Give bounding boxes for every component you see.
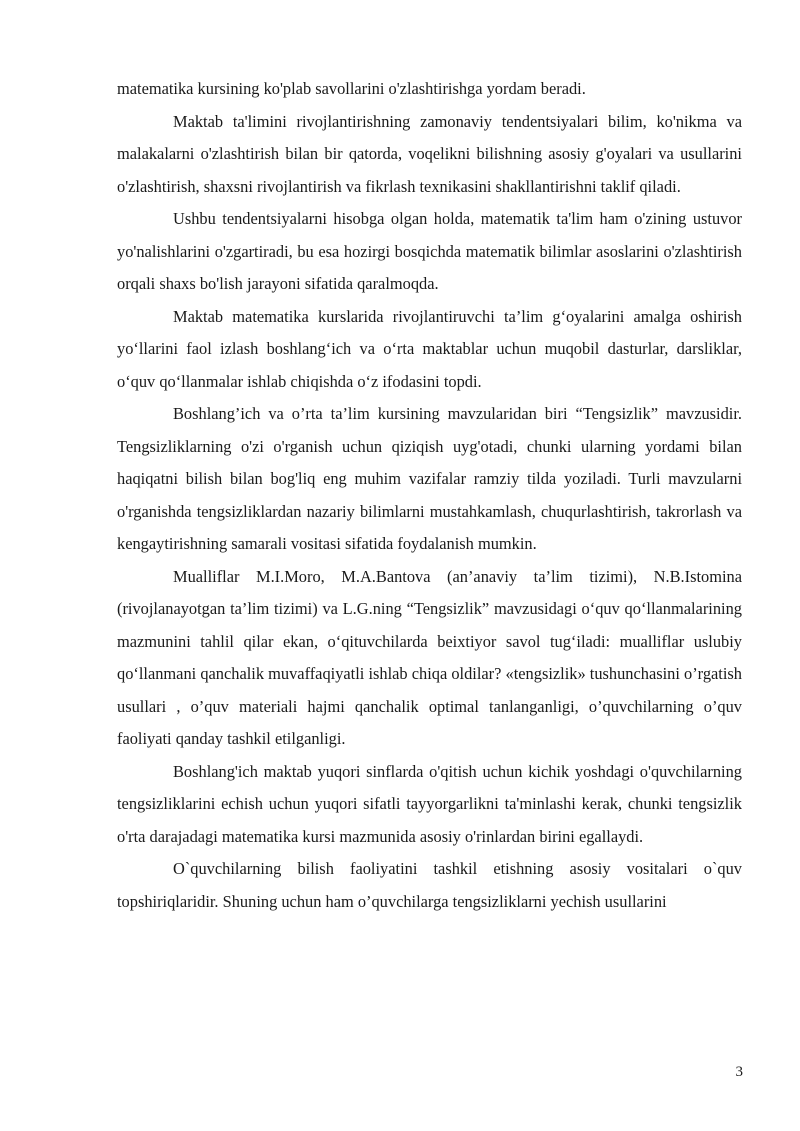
paragraph: Ushbu tendentsiyalarni hisobga olgan holda, matematik ta'lim ham o'zining ustuvor yo'nalishlarini o'zgartiradi, bu esa hozirgi bosqichda matematik bilimlar asoslarini o'zlashtirish orqali shaxs bo'lish jarayoni sifatida qaralmoqda. <box>117 209 742 293</box>
paragraph: Boshlang’ich va o’rta ta’lim kursining mavzularidan biri “Tengsizlik” mavzusidir. Tengsizliklarning o'zi o'rganish uchun qiziqish uyg'otadi, chunki ularning yordami bilan haqiqatni bilish bilan bog'liq eng muhim vazifalar ramziy tilda yoziladi. Turli mavzularni o'rganishda tengsizliklardan nazariy bilimlarni mustahkamlash, chuqurlashtirish, takrorlash va kengaytirishning samarali vositasi sifatida foydalanish mumkin. <box>117 404 742 553</box>
paragraph: Maktab matematika kurslarida rivojlantiruvchi ta’lim g‘oyalarini amalga oshirish yo‘llarini faol izlash boshlang‘ich va o‘rta maktablar uchun muqobil dasturlar, darsliklar, o‘quv qo‘llanmalar ishlab chiqishda o‘z ifodasini topdi. <box>117 306 742 391</box>
paragraph-continuation: matematika kursining ko'plab savollarini o'zlashtirishga yordam beradi. <box>117 79 586 98</box>
paragraph: Boshlang'ich maktab yuqori sinflarda o'qitish uchun kichik yoshdagi o'quvchilarning tengsizliklarini echish uchun yuqori sifatli tayyorgarlikni ta'minlashi kerak, chunki tengsizlik o'rta darajadagi matematika kursi mazmunida asosiy o'rinlardan birini egallaydi. <box>117 761 742 846</box>
body-text <box>117 73 742 918</box>
page-number: 3 <box>735 1064 743 1080</box>
paragraph: O`quvchilarning bilish faoliyatini tashkil etishning asosiy vositalari o`quv topshiriqlaridir. Shuning uchun ham o’quvchilarga tengsizliklarni yechish usullarini <box>117 859 742 911</box>
paragraph: Maktab ta'limini rivojlantirishning zamonaviy tendentsiyalari bilim, ko'nikma va malakalarni o'zlashtirish bilan bir qatorda, voqelikni bilishning asosiy g'oyalari va usullarini o'zlashtirish, shaxsni rivojlantirish va fikrlash texnikasini shakllantirishni taklif qiladi. <box>117 111 742 196</box>
paragraph: Mualliflar M.I.Moro, M.A.Bantova (an’anaviy ta’lim tizimi), N.B.Istomina (rivojlanayotgan ta’lim tizimi) va L.G.ning “Tengsizlik” mavzusidagi o‘quv qo‘llanmalarining mazmunini tahlil qilar ekan, o‘qituvchilarda beixtiyor savol tug‘iladi: mualliflar uslubiy qo‘llanmani qanchalik muvaffaqiyatli ishlab chiqa oldilar? «tengsizlik» tushunchasini o’rgatish usullari , o’quv materiali hajmi qanchalik optimal tanlanganligi, o’quvchilarning o’quv faoliyati qanday tashkil etilganligi. <box>117 566 742 748</box>
